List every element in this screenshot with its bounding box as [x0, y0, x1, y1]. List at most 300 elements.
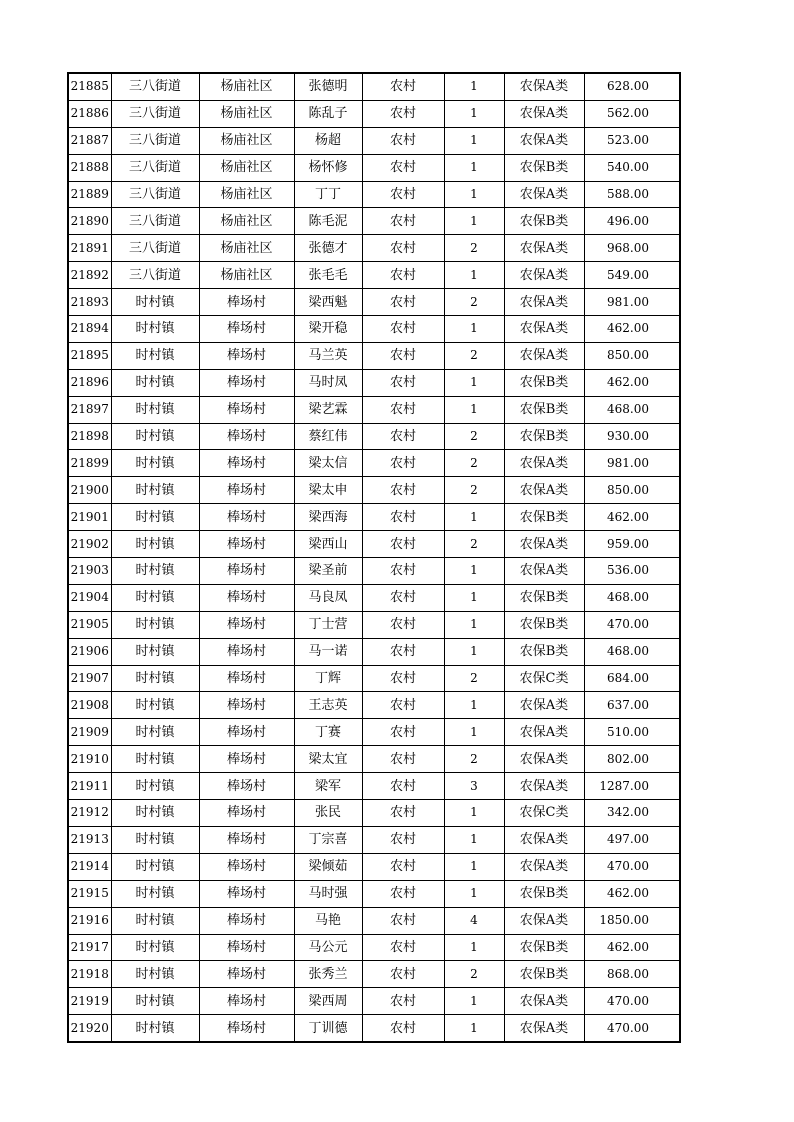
category-cell: 农保B类	[504, 423, 584, 450]
town-cell: 时村镇	[111, 531, 199, 558]
table-row	[68, 665, 680, 692]
table-row	[68, 558, 680, 585]
table-row	[68, 988, 680, 1015]
amount-cell: 637.00	[584, 692, 680, 719]
category-cell: 农保A类	[504, 853, 584, 880]
amount-cell: 959.00	[584, 531, 680, 558]
table-row	[68, 1015, 680, 1042]
name-cell: 张秀兰	[294, 961, 362, 988]
household-count-cell: 1	[444, 880, 504, 907]
category-cell: 农保A类	[504, 342, 584, 369]
household-count-cell: 1	[444, 208, 504, 235]
area-type-cell: 农村	[362, 342, 444, 369]
record-id-cell: 21888	[68, 154, 111, 181]
category-cell: 农保C类	[504, 665, 584, 692]
amount-cell: 930.00	[584, 423, 680, 450]
village-cell: 棒场村	[199, 746, 294, 773]
town-cell: 时村镇	[111, 342, 199, 369]
town-cell: 时村镇	[111, 880, 199, 907]
village-cell: 杨庙社区	[199, 235, 294, 262]
village-cell: 杨庙社区	[199, 73, 294, 100]
record-id-cell: 21902	[68, 531, 111, 558]
category-cell: 农保A类	[504, 692, 584, 719]
table-row	[68, 450, 680, 477]
town-cell: 时村镇	[111, 423, 199, 450]
household-count-cell: 2	[444, 450, 504, 477]
town-cell: 时村镇	[111, 800, 199, 827]
town-cell: 时村镇	[111, 907, 199, 934]
name-cell: 陈乱子	[294, 100, 362, 127]
area-type-cell: 农村	[362, 262, 444, 289]
village-cell: 棒场村	[199, 880, 294, 907]
town-cell: 时村镇	[111, 611, 199, 638]
record-id-cell: 21885	[68, 73, 111, 100]
household-count-cell: 1	[444, 611, 504, 638]
name-cell: 张民	[294, 800, 362, 827]
name-cell: 梁艺霖	[294, 396, 362, 423]
area-type-cell: 农村	[362, 396, 444, 423]
table-row	[68, 504, 680, 531]
amount-cell: 462.00	[584, 504, 680, 531]
area-type-cell: 农村	[362, 988, 444, 1015]
area-type-cell: 农村	[362, 477, 444, 504]
record-id-cell: 21892	[68, 262, 111, 289]
area-type-cell: 农村	[362, 289, 444, 316]
household-count-cell: 2	[444, 531, 504, 558]
town-cell: 时村镇	[111, 826, 199, 853]
category-cell: 农保A类	[504, 127, 584, 154]
amount-cell: 549.00	[584, 262, 680, 289]
amount-cell: 802.00	[584, 746, 680, 773]
record-id-cell: 21910	[68, 746, 111, 773]
record-id-cell: 21909	[68, 719, 111, 746]
category-cell: 农保A类	[504, 531, 584, 558]
amount-cell: 628.00	[584, 73, 680, 100]
household-count-cell: 1	[444, 369, 504, 396]
name-cell: 马时凤	[294, 369, 362, 396]
record-id-cell: 21907	[68, 665, 111, 692]
area-type-cell: 农村	[362, 1015, 444, 1042]
name-cell: 梁太信	[294, 450, 362, 477]
household-count-cell: 1	[444, 73, 504, 100]
town-cell: 时村镇	[111, 450, 199, 477]
amount-cell: 523.00	[584, 127, 680, 154]
amount-cell: 470.00	[584, 611, 680, 638]
village-cell: 棒场村	[199, 853, 294, 880]
record-id-cell: 21899	[68, 450, 111, 477]
household-count-cell: 1	[444, 154, 504, 181]
table-row	[68, 154, 680, 181]
category-cell: 农保A类	[504, 181, 584, 208]
town-cell: 时村镇	[111, 961, 199, 988]
village-cell: 棒场村	[199, 396, 294, 423]
village-cell: 棒场村	[199, 316, 294, 343]
category-cell: 农保A类	[504, 773, 584, 800]
village-cell: 棒场村	[199, 988, 294, 1015]
record-id-cell: 21916	[68, 907, 111, 934]
category-cell: 农保B类	[504, 208, 584, 235]
town-cell: 三八街道	[111, 262, 199, 289]
town-cell: 时村镇	[111, 289, 199, 316]
record-id-cell: 21918	[68, 961, 111, 988]
name-cell: 梁西山	[294, 531, 362, 558]
town-cell: 时村镇	[111, 558, 199, 585]
table-row	[68, 773, 680, 800]
record-id-cell: 21898	[68, 423, 111, 450]
area-type-cell: 农村	[362, 531, 444, 558]
amount-cell: 470.00	[584, 853, 680, 880]
category-cell: 农保A类	[504, 235, 584, 262]
record-id-cell: 21891	[68, 235, 111, 262]
name-cell: 杨超	[294, 127, 362, 154]
area-type-cell: 农村	[362, 961, 444, 988]
name-cell: 丁训德	[294, 1015, 362, 1042]
household-count-cell: 2	[444, 342, 504, 369]
table-row	[68, 289, 680, 316]
name-cell: 马公元	[294, 934, 362, 961]
table-body	[68, 73, 680, 1042]
category-cell: 农保B类	[504, 154, 584, 181]
amount-cell: 684.00	[584, 665, 680, 692]
table-row	[68, 826, 680, 853]
table-row	[68, 719, 680, 746]
table-row	[68, 423, 680, 450]
area-type-cell: 农村	[362, 907, 444, 934]
amount-cell: 981.00	[584, 450, 680, 477]
village-cell: 棒场村	[199, 423, 294, 450]
village-cell: 棒场村	[199, 826, 294, 853]
name-cell: 马时强	[294, 880, 362, 907]
area-type-cell: 农村	[362, 611, 444, 638]
amount-cell: 462.00	[584, 934, 680, 961]
amount-cell: 462.00	[584, 880, 680, 907]
name-cell: 丁赛	[294, 719, 362, 746]
area-type-cell: 农村	[362, 692, 444, 719]
town-cell: 时村镇	[111, 773, 199, 800]
category-cell: 农保A类	[504, 73, 584, 100]
village-cell: 棒场村	[199, 800, 294, 827]
table-row	[68, 584, 680, 611]
town-cell: 时村镇	[111, 584, 199, 611]
village-cell: 杨庙社区	[199, 100, 294, 127]
category-cell: 农保A类	[504, 1015, 584, 1042]
village-cell: 棒场村	[199, 907, 294, 934]
household-count-cell: 1	[444, 934, 504, 961]
record-id-cell: 21917	[68, 934, 111, 961]
village-cell: 棒场村	[199, 638, 294, 665]
area-type-cell: 农村	[362, 316, 444, 343]
record-id-cell: 21897	[68, 396, 111, 423]
table-row	[68, 208, 680, 235]
household-count-cell: 1	[444, 127, 504, 154]
name-cell: 杨怀修	[294, 154, 362, 181]
household-count-cell: 1	[444, 800, 504, 827]
town-cell: 时村镇	[111, 369, 199, 396]
amount-cell: 968.00	[584, 235, 680, 262]
category-cell: 农保A类	[504, 477, 584, 504]
household-count-cell: 1	[444, 638, 504, 665]
area-type-cell: 农村	[362, 450, 444, 477]
category-cell: 农保B类	[504, 934, 584, 961]
table-row	[68, 692, 680, 719]
household-count-cell: 2	[444, 423, 504, 450]
town-cell: 时村镇	[111, 504, 199, 531]
area-type-cell: 农村	[362, 369, 444, 396]
household-count-cell: 2	[444, 961, 504, 988]
category-cell: 农保B类	[504, 396, 584, 423]
table-row	[68, 934, 680, 961]
area-type-cell: 农村	[362, 100, 444, 127]
village-cell: 棒场村	[199, 692, 294, 719]
name-cell: 王志英	[294, 692, 362, 719]
record-id-cell: 21894	[68, 316, 111, 343]
town-cell: 三八街道	[111, 235, 199, 262]
table-row	[68, 611, 680, 638]
amount-cell: 462.00	[584, 316, 680, 343]
name-cell: 梁倾茹	[294, 853, 362, 880]
household-count-cell: 2	[444, 477, 504, 504]
town-cell: 时村镇	[111, 934, 199, 961]
record-id-cell: 21904	[68, 584, 111, 611]
table-row	[68, 396, 680, 423]
table-row	[68, 477, 680, 504]
record-id-cell: 21900	[68, 477, 111, 504]
household-count-cell: 1	[444, 853, 504, 880]
table-row	[68, 235, 680, 262]
record-id-cell: 21887	[68, 127, 111, 154]
household-count-cell: 1	[444, 100, 504, 127]
town-cell: 时村镇	[111, 396, 199, 423]
village-cell: 棒场村	[199, 289, 294, 316]
category-cell: 农保A类	[504, 719, 584, 746]
amount-cell: 342.00	[584, 800, 680, 827]
category-cell: 农保C类	[504, 800, 584, 827]
area-type-cell: 农村	[362, 934, 444, 961]
area-type-cell: 农村	[362, 826, 444, 853]
area-type-cell: 农村	[362, 800, 444, 827]
town-cell: 时村镇	[111, 746, 199, 773]
town-cell: 时村镇	[111, 988, 199, 1015]
record-id-cell: 21908	[68, 692, 111, 719]
town-cell: 时村镇	[111, 853, 199, 880]
category-cell: 农保A类	[504, 558, 584, 585]
record-id-cell: 21901	[68, 504, 111, 531]
village-cell: 棒场村	[199, 934, 294, 961]
table-row	[68, 800, 680, 827]
household-count-cell: 1	[444, 719, 504, 746]
village-cell: 棒场村	[199, 719, 294, 746]
name-cell: 梁西周	[294, 988, 362, 1015]
household-count-cell: 1	[444, 1015, 504, 1042]
area-type-cell: 农村	[362, 127, 444, 154]
record-id-cell: 21895	[68, 342, 111, 369]
area-type-cell: 农村	[362, 423, 444, 450]
town-cell: 时村镇	[111, 692, 199, 719]
village-cell: 棒场村	[199, 1015, 294, 1042]
name-cell: 梁太宜	[294, 746, 362, 773]
name-cell: 梁西魁	[294, 289, 362, 316]
area-type-cell: 农村	[362, 719, 444, 746]
amount-cell: 470.00	[584, 988, 680, 1015]
amount-cell: 462.00	[584, 369, 680, 396]
village-cell: 棒场村	[199, 504, 294, 531]
town-cell: 三八街道	[111, 73, 199, 100]
amount-cell: 588.00	[584, 181, 680, 208]
amount-cell: 470.00	[584, 1015, 680, 1042]
name-cell: 丁辉	[294, 665, 362, 692]
household-count-cell: 1	[444, 826, 504, 853]
record-id-cell: 21913	[68, 826, 111, 853]
amount-cell: 540.00	[584, 154, 680, 181]
category-cell: 农保B类	[504, 880, 584, 907]
area-type-cell: 农村	[362, 235, 444, 262]
name-cell: 丁宗喜	[294, 826, 362, 853]
household-count-cell: 2	[444, 746, 504, 773]
area-type-cell: 农村	[362, 558, 444, 585]
name-cell: 马良凤	[294, 584, 362, 611]
village-cell: 杨庙社区	[199, 181, 294, 208]
area-type-cell: 农村	[362, 208, 444, 235]
area-type-cell: 农村	[362, 746, 444, 773]
household-count-cell: 1	[444, 584, 504, 611]
household-count-cell: 3	[444, 773, 504, 800]
record-id-cell: 21886	[68, 100, 111, 127]
household-count-cell: 2	[444, 235, 504, 262]
record-id-cell: 21912	[68, 800, 111, 827]
amount-cell: 1287.00	[584, 773, 680, 800]
name-cell: 马一诺	[294, 638, 362, 665]
village-cell: 棒场村	[199, 450, 294, 477]
name-cell: 张德才	[294, 235, 362, 262]
town-cell: 三八街道	[111, 127, 199, 154]
category-cell: 农保A类	[504, 316, 584, 343]
area-type-cell: 农村	[362, 880, 444, 907]
area-type-cell: 农村	[362, 181, 444, 208]
table-row	[68, 73, 680, 100]
name-cell: 梁太申	[294, 477, 362, 504]
table-row	[68, 746, 680, 773]
household-count-cell: 1	[444, 316, 504, 343]
amount-cell: 868.00	[584, 961, 680, 988]
amount-cell: 1850.00	[584, 907, 680, 934]
name-cell: 马艳	[294, 907, 362, 934]
record-id-cell: 21905	[68, 611, 111, 638]
table-row	[68, 853, 680, 880]
area-type-cell: 农村	[362, 73, 444, 100]
name-cell: 蔡红伟	[294, 423, 362, 450]
category-cell: 农保B类	[504, 961, 584, 988]
village-cell: 棒场村	[199, 477, 294, 504]
table-row	[68, 638, 680, 665]
amount-cell: 468.00	[584, 396, 680, 423]
name-cell: 梁军	[294, 773, 362, 800]
category-cell: 农保B类	[504, 611, 584, 638]
table-row	[68, 100, 680, 127]
amount-cell: 562.00	[584, 100, 680, 127]
record-id-cell: 21911	[68, 773, 111, 800]
name-cell: 陈毛泥	[294, 208, 362, 235]
village-cell: 棒场村	[199, 665, 294, 692]
table-row	[68, 262, 680, 289]
record-id-cell: 21915	[68, 880, 111, 907]
table-row	[68, 961, 680, 988]
name-cell: 张毛毛	[294, 262, 362, 289]
name-cell: 梁圣前	[294, 558, 362, 585]
benefit-roster-table	[67, 72, 681, 1043]
category-cell: 农保A类	[504, 289, 584, 316]
town-cell: 时村镇	[111, 638, 199, 665]
village-cell: 棒场村	[199, 531, 294, 558]
category-cell: 农保A类	[504, 450, 584, 477]
village-cell: 杨庙社区	[199, 127, 294, 154]
village-cell: 棒场村	[199, 369, 294, 396]
table-row	[68, 127, 680, 154]
area-type-cell: 农村	[362, 665, 444, 692]
amount-cell: 468.00	[584, 638, 680, 665]
area-type-cell: 农村	[362, 584, 444, 611]
table-row	[68, 880, 680, 907]
village-cell: 棒场村	[199, 611, 294, 638]
table-row	[68, 531, 680, 558]
village-cell: 棒场村	[199, 961, 294, 988]
name-cell: 张德明	[294, 73, 362, 100]
record-id-cell: 21914	[68, 853, 111, 880]
household-count-cell: 1	[444, 396, 504, 423]
area-type-cell: 农村	[362, 504, 444, 531]
amount-cell: 536.00	[584, 558, 680, 585]
category-cell: 农保B类	[504, 369, 584, 396]
town-cell: 三八街道	[111, 181, 199, 208]
name-cell: 丁丁	[294, 181, 362, 208]
amount-cell: 850.00	[584, 342, 680, 369]
category-cell: 农保B类	[504, 504, 584, 531]
town-cell: 时村镇	[111, 719, 199, 746]
village-cell: 棒场村	[199, 342, 294, 369]
amount-cell: 496.00	[584, 208, 680, 235]
village-cell: 棒场村	[199, 584, 294, 611]
table-row	[68, 907, 680, 934]
record-id-cell: 21919	[68, 988, 111, 1015]
area-type-cell: 农村	[362, 773, 444, 800]
record-id-cell: 21893	[68, 289, 111, 316]
area-type-cell: 农村	[362, 638, 444, 665]
area-type-cell: 农村	[362, 154, 444, 181]
household-count-cell: 2	[444, 665, 504, 692]
table-row	[68, 181, 680, 208]
village-cell: 棒场村	[199, 558, 294, 585]
town-cell: 时村镇	[111, 316, 199, 343]
village-cell: 棒场村	[199, 773, 294, 800]
household-count-cell: 1	[444, 988, 504, 1015]
town-cell: 三八街道	[111, 100, 199, 127]
record-id-cell: 21906	[68, 638, 111, 665]
household-count-cell: 1	[444, 558, 504, 585]
category-cell: 农保A类	[504, 988, 584, 1015]
household-count-cell: 1	[444, 181, 504, 208]
table-row	[68, 316, 680, 343]
household-count-cell: 1	[444, 262, 504, 289]
amount-cell: 510.00	[584, 719, 680, 746]
category-cell: 农保A类	[504, 907, 584, 934]
household-count-cell: 2	[444, 289, 504, 316]
category-cell: 农保A类	[504, 262, 584, 289]
village-cell: 杨庙社区	[199, 208, 294, 235]
town-cell: 三八街道	[111, 208, 199, 235]
village-cell: 杨庙社区	[199, 262, 294, 289]
town-cell: 时村镇	[111, 1015, 199, 1042]
household-count-cell: 1	[444, 504, 504, 531]
record-id-cell: 21920	[68, 1015, 111, 1042]
